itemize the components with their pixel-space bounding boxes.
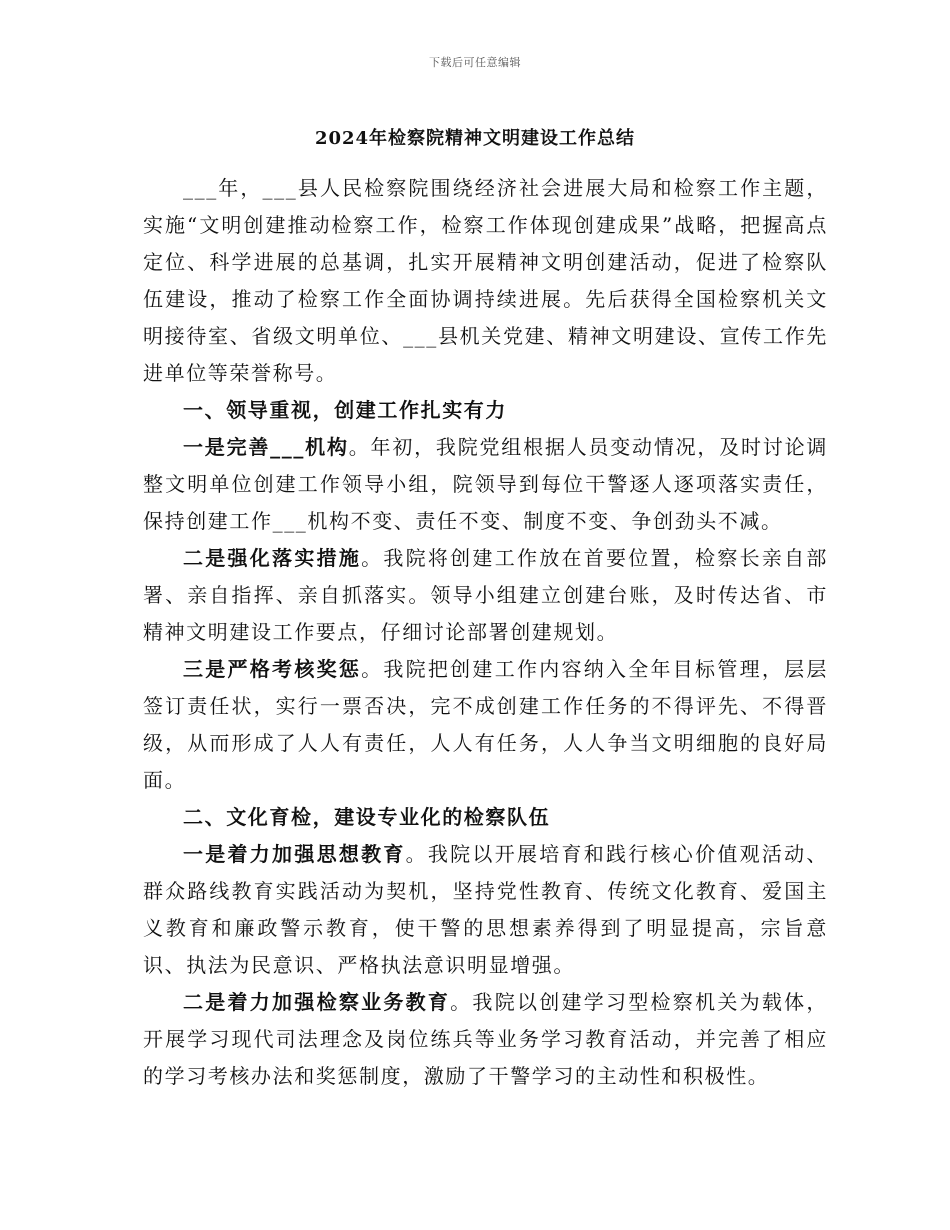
paragraph-text: ___年，___县人民检察院围绕经济社会进展大局和检察工作主题，实施“文明创建推动检察工作，检察工作体现创建成果”战略，把握高点定位、科学进展的总基调，扎实开展精神文明创建活动，促进了检察队伍建设，推动了检察工作全面协调持续进展。先后获得全国检察机关文明接待室、省级文明单位、___县机关党建、精神文明建设、宣传工作先进单位等荣誉称号。 bbox=[143, 176, 828, 385]
paragraph-text: 。我院以创建学习型检察机关为载体，开展学习现代司法理念及岗位练兵等业务学习教育活动，并完善了相应的学习考核办法和奖惩制度，激励了干警学习的主动性和积极性。 bbox=[143, 990, 828, 1088]
document-title: 2024年检察院精神文明建设工作总结 bbox=[314, 128, 636, 149]
paragraph-text: 。我院以开展培育和践行核心价值观活动、群众路线教育实践活动为契机，坚持党性教育、传统文化教育、爱国主义教育和廉政警示教育，使干警的思想素养得到了明显提高，宗旨意识、执法为民意识、严格执法意识明显增强。 bbox=[143, 842, 828, 977]
paragraph-text: 。我院将创建工作放在首要位置，检察长亲自部署、亲自指挥、亲自抓落实。领导小组建立创建台账，及时传达省、市精神文明建设工作要点，仔细讨论部署创建规划。 bbox=[143, 546, 828, 644]
section-heading-1 bbox=[143, 392, 828, 429]
paragraph-text: 。我院把创建工作内容纳入全年目标管理，层层签订责任状，实行一票否决，完不成创建工作任务的不得评先、不得晋级，从而形成了人人有责任，人人有任务，人人争当文明细胞的良好局面。 bbox=[143, 657, 828, 792]
paragraph-point bbox=[143, 540, 828, 651]
paragraph-text: 。年初，我院党组根据人员变动情况，及时讨论调整文明单位创建工作领导小组，院领导到每位干警逐人逐项落实责任，保持创建工作___机构不变、责任不变、制度不变、争创劲头不减。 bbox=[143, 435, 828, 533]
paragraph-lead: 二是着力加强检察业务教育 bbox=[183, 990, 451, 1014]
paragraph-lead: 一是完善___机构 bbox=[183, 435, 349, 459]
paragraph-intro bbox=[143, 170, 828, 392]
paragraph-point bbox=[143, 429, 828, 540]
paragraph-point bbox=[143, 984, 828, 1095]
paragraph-point bbox=[143, 836, 828, 984]
section-heading-text: 一、领导重视，创建工作扎实有力 bbox=[183, 398, 507, 422]
paragraph-lead: 三是严格考核奖惩 bbox=[183, 657, 362, 681]
paragraph-lead: 二是强化落实措施 bbox=[183, 546, 362, 570]
header-note: 下载后可任意编辑 bbox=[429, 56, 521, 69]
section-heading-text: 二、文化育检，建设专业化的检察队伍 bbox=[183, 805, 551, 829]
section-heading-2 bbox=[143, 799, 828, 836]
paragraph-point bbox=[143, 651, 828, 799]
document-body bbox=[143, 170, 828, 1095]
paragraph-lead: 一是着力加强思想教育 bbox=[183, 842, 406, 866]
